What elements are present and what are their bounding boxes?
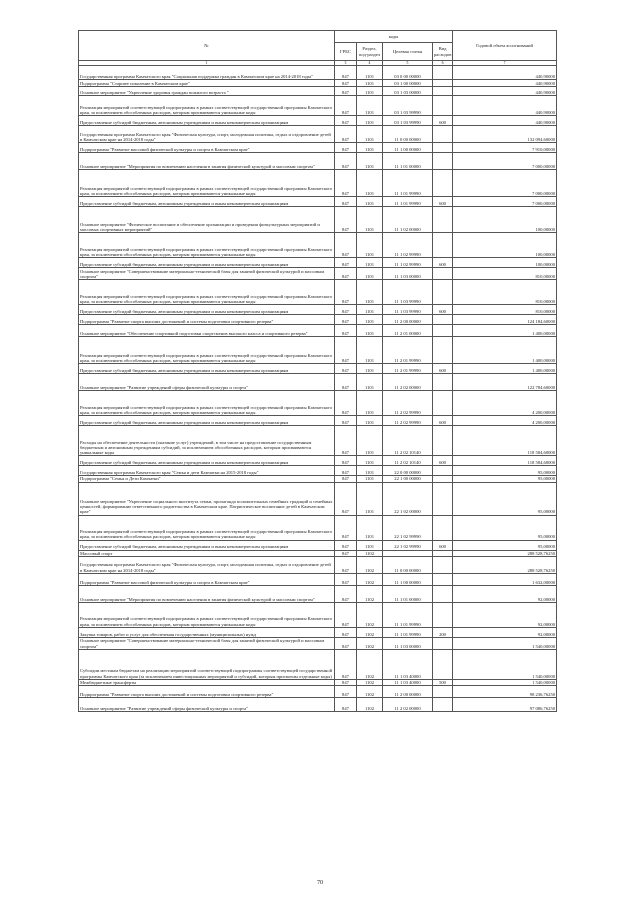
table-row [79,66,557,80]
row-amount-cell: 95,00000 [453,476,557,482]
row-razdel-cell: 1101 [357,466,383,476]
row-razdel-cell: 1101 [357,364,383,374]
row-vr-cell: 600 [433,416,453,426]
page-number: 70 [317,880,323,886]
row-razdel-cell: 1101 [357,258,383,268]
row-grbs-cell: 847 [335,602,357,627]
row-grbs-cell: 847 [335,556,357,573]
col-header-amount: Годовой объем ассигнований [453,31,557,61]
row-vr-cell [433,337,453,364]
row-cst-cell: 11 1 03 40000 [383,649,433,679]
row-amount-cell: 440,90000 [453,116,557,126]
table-row [79,686,557,698]
row-cst-cell: 11 2 02 99990 [383,416,433,426]
column-index: 3 [335,61,357,66]
row-razdel-cell: 1101 [357,482,383,515]
row-name-cell: Основное мероприятие "Мероприятия по вовлечению населения в занятия физической культурой и массовым спортом" [79,585,335,602]
row-cst-cell: 11 1 01 99990 [383,170,433,197]
row-grbs-cell: 847 [335,374,357,391]
row-amount-cell: 440,90000 [453,66,557,80]
table-row [79,416,557,426]
table-row [79,143,557,153]
row-grbs-cell: 847 [335,96,357,116]
row-grbs-cell: 847 [335,258,357,268]
row-grbs-cell: 847 [335,649,357,679]
row-cst-cell: 22 0 00 00000 [383,466,433,476]
row-amount-cell: 7 910,00000 [453,143,557,153]
row-grbs-cell: 847 [335,698,357,712]
row-razdel-cell: 1102 [357,627,383,637]
row-razdel-cell: 1101 [357,153,383,170]
row-cst-cell: 11 1 01 00000 [383,153,433,170]
row-vr-cell [433,698,453,712]
row-cst-cell: 11 1 01 99990 [383,627,433,637]
row-amount-cell: 288 528,76250 [453,556,557,573]
row-razdel-cell: 1101 [357,391,383,416]
row-name-cell: Субсидии местным бюджетам на реализацию мероприятий соответствующей подпрограммы соответствующей государственной программы Камчатского края (за исключением инвестиционных мероприятий и субсидий, которым присвоены отдельные коды) [79,649,335,679]
row-amount-cell: 4 200,00000 [453,416,557,426]
row-name-cell: Реализация мероприятий соответствующей подпрограммы в рамках соответствующей государственной программы Камчатского края, за исключением обособленных расходов, которым присваиваются уникальные коды [79,233,335,258]
row-grbs-cell: 847 [335,456,357,466]
row-razdel-cell: 1101 [357,66,383,80]
row-razdel-cell: 1101 [357,325,383,337]
row-cst-cell: 11 1 01 99990 [383,602,433,627]
row-amount-cell: 810,00000 [453,268,557,280]
row-razdel-cell: 1102 [357,649,383,679]
row-grbs-cell: 847 [335,315,357,325]
budget-table [78,30,557,712]
row-vr-cell [433,466,453,476]
row-vr-cell [433,87,453,96]
row-razdel-cell: 1102 [357,556,383,573]
row-cst-cell: 11 2 01 00000 [383,325,433,337]
table-row [79,258,557,268]
row-vr-cell [433,573,453,585]
table-row [79,364,557,374]
row-name-cell: Закупка товаров, работ и услуг для обеспечения государственных (муниципальных) нужд [79,627,335,637]
row-amount-cell: 7 000,00000 [453,153,557,170]
row-grbs-cell: 847 [335,364,357,374]
row-grbs-cell: 847 [335,153,357,170]
row-razdel-cell: 1101 [357,207,383,233]
col-header-cst: Целевая статья [383,43,433,61]
row-razdel-cell: 1101 [357,476,383,482]
row-vr-cell [433,556,453,573]
row-name-cell: Государственная программа Камчатского края "Семья и дети Камчатки на 2015-2018 годы" [79,466,335,476]
row-grbs-cell: 847 [335,540,357,550]
table-row [79,698,557,712]
row-cst-cell: 11 1 00 00000 [383,143,433,153]
row-vr-cell: 600 [433,540,453,550]
row-vr-cell: 600 [433,258,453,268]
row-grbs-cell: 847 [335,337,357,364]
row-razdel-cell: 1101 [357,143,383,153]
row-vr-cell [433,66,453,80]
row-name-cell: Основное мероприятие "Развитие учреждений сферы физической культуры и спорта" [79,698,335,712]
table-row [79,96,557,116]
row-name-cell: Основное мероприятие "Совершенствование материально-технической базы для занятий физической культурой и массовым спортом" [79,268,335,280]
row-amount-cell: 95,00000 [453,466,557,476]
row-amount-cell: 97 086,76250 [453,698,557,712]
row-grbs-cell: 847 [335,66,357,80]
row-amount-cell: 98 236,76250 [453,686,557,698]
row-grbs-cell: 847 [335,482,357,515]
row-vr-cell [433,391,453,416]
row-cst-cell: 22 1 02 99990 [383,515,433,540]
row-amount-cell: 92,00000 [453,627,557,637]
row-amount-cell: 440,90000 [453,87,557,96]
row-cst-cell: 03 1 03 00000 [383,87,433,96]
row-cst-cell: 11 2 01 99990 [383,337,433,364]
table-row [79,456,557,466]
row-grbs-cell: 847 [335,637,357,649]
row-name-cell: Предоставление субсидий бюджетным, автономным учреждениям и иным некоммерческим организациям [79,305,335,315]
row-amount-cell: 440,90000 [453,80,557,87]
row-grbs-cell: 847 [335,143,357,153]
row-vr-cell: 600 [433,197,453,207]
table-row [79,325,557,337]
row-grbs-cell: 847 [335,627,357,637]
row-vr-cell [433,602,453,627]
row-name-cell: Предоставление субсидий бюджетным, автономным учреждениям и иным некоммерческим организациям [79,416,335,426]
table-row [79,126,557,143]
col-header-codes: коды [335,31,453,43]
row-name-cell: Реализация мероприятий соответствующей подпрограммы в рамках соответствующей государственной программы Камчатского края, за исключением обособленных расходов, которым присваиваются уникальные коды [79,96,335,116]
table-row [79,540,557,550]
row-name-cell: Реализация мероприятий соответствующей подпрограммы в рамках соответствующей государственной программы Камчатского края, за исключением обособленных расходов, которым присваиваются уникальные коды [79,391,335,416]
table-row [79,391,557,416]
row-name-cell: Предоставление субсидий бюджетным, автономным учреждениям и иным некоммерческим организациям [79,540,335,550]
row-cst-cell: 22 1 02 00000 [383,482,433,515]
row-vr-cell [433,482,453,515]
row-cst-cell: 11 1 00 00000 [383,573,433,585]
row-grbs-cell: 847 [335,325,357,337]
row-grbs-cell: 847 [335,87,357,96]
table-row [79,482,557,515]
table-row [79,573,557,585]
row-cst-cell: 03 1 03 99990 [383,116,433,126]
row-razdel-cell: 1101 [357,456,383,466]
row-razdel-cell: 1101 [357,374,383,391]
row-grbs-cell: 847 [335,126,357,143]
row-vr-cell [433,233,453,258]
row-cst-cell: 11 0 00 00000 [383,126,433,143]
row-name-cell: Государственная программа Камчатского края "Физическая культура, спорт, молодежная политика, отдых и оздоровление детей в Камчатском крае на 2014-2018 годы" [79,556,335,573]
row-name-cell: Подпрограмма "Развитие массовой физической культуры и спорта в Камчатском крае" [79,573,335,585]
row-cst-cell: 11 0 00 00000 [383,556,433,573]
row-amount-cell: 1 540,00000 [453,637,557,649]
row-name-cell: Реализация мероприятий соответствующей подпрограммы в рамках соответствующей государственной программы Камчатского края, за исключением обособленных расходов, которым присваиваются уникальные коды [79,515,335,540]
row-vr-cell [433,325,453,337]
row-name-cell: Подпрограмма "Старшее поколение в Камчатском крае" [79,80,335,87]
table-row [79,197,557,207]
row-name-cell: Подпрограмма "Семья и Дети Камчатки" [79,476,335,482]
row-vr-cell [433,153,453,170]
row-grbs-cell: 847 [335,197,357,207]
column-index: 6 [433,61,453,66]
row-name-cell: Расходы на обеспечение деятельности (оказание услуг) учреждений, в том числе на предоставление государственным бюджетным и автономным учреждениям субсидий, за исключением обособленных расходов, которым присваиваются уникальные коды [79,426,335,456]
table-body [79,66,557,712]
row-amount-cell: 4 200,00000 [453,391,557,416]
row-name-cell: Основное мероприятие "Укрепление социального института семьи, пропаганда положительных семейных традиций и семейных ценностей, формирование ответственного родительства в Камчатском крае. Патриотическое воспитание детей в Камчатском крае" [79,482,335,515]
row-amount-cell: 95,00000 [453,515,557,540]
row-grbs-cell: 847 [335,515,357,540]
row-razdel-cell: 1101 [357,280,383,305]
row-name-cell: Массовый спорт [79,550,335,556]
row-vr-cell [433,143,453,153]
row-grbs-cell: 847 [335,268,357,280]
row-razdel-cell: 1101 [357,337,383,364]
row-amount-cell: 7 000,00000 [453,170,557,197]
row-razdel-cell: 1102 [357,686,383,698]
row-vr-cell: 600 [433,305,453,315]
row-razdel-cell: 1101 [357,426,383,456]
row-amount-cell: 132 094,60000 [453,126,557,143]
row-amount-cell: 100,00000 [453,207,557,233]
row-name-cell: Основное мероприятие "Укрепление здоровья граждан пожилого возраста " [79,87,335,96]
row-grbs-cell: 847 [335,280,357,305]
row-amount-cell: 810,00000 [453,280,557,305]
table-row [79,637,557,649]
row-cst-cell: 11 1 03 40000 [383,679,433,685]
row-amount-cell: 1 540,00000 [453,649,557,679]
row-razdel-cell: 1102 [357,585,383,602]
table-row [79,337,557,364]
row-amount-cell: 100,00000 [453,258,557,268]
row-amount-cell: 1 540,00000 [453,679,557,685]
row-amount-cell: 1 400,00000 [453,337,557,364]
row-cst-cell: 11 1 01 00000 [383,585,433,602]
row-name-cell: Основное мероприятие "Развитие учреждений сферы физической культуры и спорта" [79,374,335,391]
row-amount-cell: 440,90000 [453,96,557,116]
table-row [79,426,557,456]
row-vr-cell [433,315,453,325]
table-row [79,315,557,325]
row-vr-cell: 600 [433,364,453,374]
table-row [79,374,557,391]
table-row [79,280,557,305]
row-razdel-cell: 1102 [357,637,383,649]
row-name-cell: Межбюджетные трансферты [79,679,335,685]
row-vr-cell [433,80,453,87]
row-vr-cell [433,585,453,602]
row-vr-cell [433,515,453,540]
table-row [79,649,557,679]
row-razdel-cell: 1102 [357,550,383,556]
table-header [79,31,557,66]
row-vr-cell: 200 [433,627,453,637]
row-cst-cell: 22 1 02 99990 [383,540,433,550]
row-grbs-cell: 847 [335,585,357,602]
row-amount-cell: 124 184,60000 [453,315,557,325]
row-grbs-cell: 847 [335,116,357,126]
row-cst-cell: 11 2 00 00000 [383,315,433,325]
table-row [79,585,557,602]
row-razdel-cell: 1101 [357,116,383,126]
row-name-cell: Подпрограмма "Развитие массовой физической культуры и спорта в Камчатском крае" [79,143,335,153]
row-razdel-cell: 1102 [357,573,383,585]
row-razdel-cell: 1101 [357,515,383,540]
row-amount-cell: 95,00000 [453,482,557,515]
row-cst-cell: 11 2 02 10140 [383,456,433,466]
row-name-cell: Предоставление субсидий бюджетным, автономным учреждениям и иным некоммерческим организациям [79,258,335,268]
row-grbs-cell: 847 [335,476,357,482]
row-razdel-cell: 1102 [357,698,383,712]
row-grbs-cell: 847 [335,679,357,685]
row-razdel-cell: 1101 [357,315,383,325]
table-row [79,233,557,258]
row-razdel-cell: 1101 [357,268,383,280]
row-name-cell: Предоставление субсидий бюджетным, автономным учреждениям и иным некоммерческим организациям [79,116,335,126]
row-amount-cell: 1 632,00000 [453,573,557,585]
row-vr-cell [433,686,453,698]
col-header-razdel: Раздел, под-раздел [357,43,383,61]
row-cst-cell: 03 0 00 00000 [383,66,433,80]
col-header-number: № [79,31,335,61]
row-name-cell: Основное мероприятие "Физическое воспитание и обеспечение организации и проведения физкультурных мероприятий и массовых спортивных мероприятий" [79,207,335,233]
table-row [79,170,557,197]
table-row [79,466,557,476]
row-amount-cell: 1 400,00000 [453,364,557,374]
row-name-cell: Основное мероприятие "Обеспечение спортивной подготовки спортсменов высокого класса и спортивного резерва" [79,325,335,337]
row-grbs-cell: 847 [335,426,357,456]
row-grbs-cell: 847 [335,573,357,585]
row-grbs-cell: 847 [335,170,357,197]
row-amount-cell: 118 584,60000 [453,456,557,466]
row-cst-cell: 22 1 00 00000 [383,476,433,482]
row-cst-cell: 03 1 00 00000 [383,80,433,87]
row-cst-cell: 11 2 02 99990 [383,391,433,416]
table-row [79,80,557,87]
row-amount-cell: 118 584,60000 [453,426,557,456]
col-header-vr: Вид расходов [433,43,453,61]
row-cst-cell: 11 1 03 99990 [383,280,433,305]
row-vr-cell [433,96,453,116]
row-razdel-cell: 1101 [357,197,383,207]
row-grbs-cell: 847 [335,207,357,233]
row-vr-cell [433,637,453,649]
row-name-cell: Предоставление субсидий бюджетным, автономным учреждениям и иным некоммерческим организациям [79,456,335,466]
table-row [79,602,557,627]
row-cst-cell: 11 1 03 99990 [383,305,433,315]
row-razdel-cell: 1101 [357,233,383,258]
row-amount-cell: 122 784,60000 [453,374,557,391]
row-cst-cell: 11 2 01 99990 [383,364,433,374]
row-name-cell: Реализация мероприятий соответствующей подпрограммы в рамках соответствующей государственной программы Камчатского края, за исключением обособленных расходов, которым присваиваются уникальные коды [79,602,335,627]
row-grbs-cell: 847 [335,391,357,416]
row-vr-cell [433,426,453,456]
table-row [79,153,557,170]
row-name-cell: Государственная программа Камчатского края "Социальная поддержка граждан в Камчатском крае на 2014-2018 годы" [79,66,335,80]
row-amount-cell: 100,00000 [453,233,557,258]
row-name-cell: Подпрограмма "Развитие спорта высших достижений и системы подготовки спортивного резерва" [79,686,335,698]
table-row [79,627,557,637]
row-vr-cell [433,268,453,280]
row-vr-cell [433,280,453,305]
row-cst-cell: 11 1 02 99990 [383,233,433,258]
row-name-cell: Реализация мероприятий соответствующей подпрограммы в рамках соответствующей государственной программы Камчатского края, за исключением обособленных расходов, которым присваиваются уникальные коды [79,337,335,364]
row-name-cell: Подпрограмма "Развитие спорта высших достижений и системы подготовки спортивного резерва" [79,315,335,325]
row-cst-cell: 11 2 02 10140 [383,426,433,456]
table-row [79,207,557,233]
column-index: 4 [357,61,383,66]
column-index: 5 [383,61,433,66]
row-name-cell: Предоставление субсидий бюджетным, автономным учреждениям и иным некоммерческим организациям [79,197,335,207]
row-vr-cell: 600 [433,116,453,126]
row-razdel-cell: 1101 [357,96,383,116]
row-cst-cell: 11 1 02 99990 [383,258,433,268]
row-razdel-cell: 1101 [357,305,383,315]
row-razdel-cell: 1101 [357,87,383,96]
row-cst-cell: 11 2 02 00000 [383,698,433,712]
row-vr-cell: 600 [433,456,453,466]
row-name-cell: Государственная программа Камчатского края "Физическая культура, спорт, молодежная политика, отдых и оздоровление детей в Камчатском крае на 2014-2018 годы" [79,126,335,143]
row-name-cell: Основное мероприятие "Совершенствование материально-технической базы для занятий физической культурой и массовым спортом" [79,637,335,649]
row-cst-cell: 11 2 02 00000 [383,374,433,391]
row-vr-cell [433,207,453,233]
column-index: 1 [79,61,335,66]
row-amount-cell: 288 528,76250 [453,550,557,556]
row-cst-cell: 11 1 03 00000 [383,637,433,649]
row-razdel-cell: 1101 [357,170,383,197]
row-vr-cell [433,126,453,143]
row-grbs-cell: 847 [335,416,357,426]
row-grbs-cell: 847 [335,686,357,698]
row-name-cell: Реализация мероприятий соответствующей подпрограммы в рамках соответствующей государственной программы Камчатского края, за исключением обособленных расходов, которым присваиваются уникальные коды [79,170,335,197]
table-row [79,268,557,280]
row-razdel-cell: 1101 [357,540,383,550]
row-cst-cell: 11 1 03 00000 [383,268,433,280]
row-razdel-cell: 1102 [357,602,383,627]
row-cst-cell: 11 1 01 99990 [383,197,433,207]
row-amount-cell: 92,00000 [453,585,557,602]
row-razdel-cell: 1101 [357,126,383,143]
table-row [79,87,557,96]
column-index: 7 [453,61,557,66]
table-row [79,305,557,315]
row-razdel-cell: 1101 [357,80,383,87]
row-grbs-cell: 847 [335,305,357,315]
row-vr-cell [433,374,453,391]
row-amount-cell: 92,00000 [453,602,557,627]
row-razdel-cell: 1101 [357,416,383,426]
row-amount-cell: 7 000,00000 [453,197,557,207]
row-amount-cell: 95,00000 [453,540,557,550]
row-grbs-cell: 847 [335,466,357,476]
row-grbs-cell: 847 [335,80,357,87]
row-grbs-cell: 847 [335,233,357,258]
table-row [79,116,557,126]
row-name-cell: Реализация мероприятий соответствующей подпрограммы в рамках соответствующей государственной программы Камчатского края, за исключением обособленных расходов, которым присваиваются уникальные коды [79,280,335,305]
row-amount-cell: 1 400,00000 [453,325,557,337]
row-name-cell: Основное мероприятие "Мероприятия по вовлечению населения в занятия физической культурой и массовым спортом" [79,153,335,170]
row-cst-cell: 03 1 03 99990 [383,96,433,116]
table-row [79,515,557,540]
col-header-grbs: ГРБС [335,43,357,61]
row-vr-cell [433,649,453,679]
row-vr-cell: 500 [433,679,453,685]
row-cst-cell: 11 1 02 00000 [383,207,433,233]
row-razdel-cell: 1102 [357,679,383,685]
row-name-cell: Предоставление субсидий бюджетным, автономным учреждениям и иным некоммерческим организациям [79,364,335,374]
row-grbs-cell: 847 [335,550,357,556]
row-cst-cell: 11 2 00 00000 [383,686,433,698]
table-row [79,556,557,573]
row-amount-cell: 810,00000 [453,305,557,315]
row-vr-cell [433,170,453,197]
